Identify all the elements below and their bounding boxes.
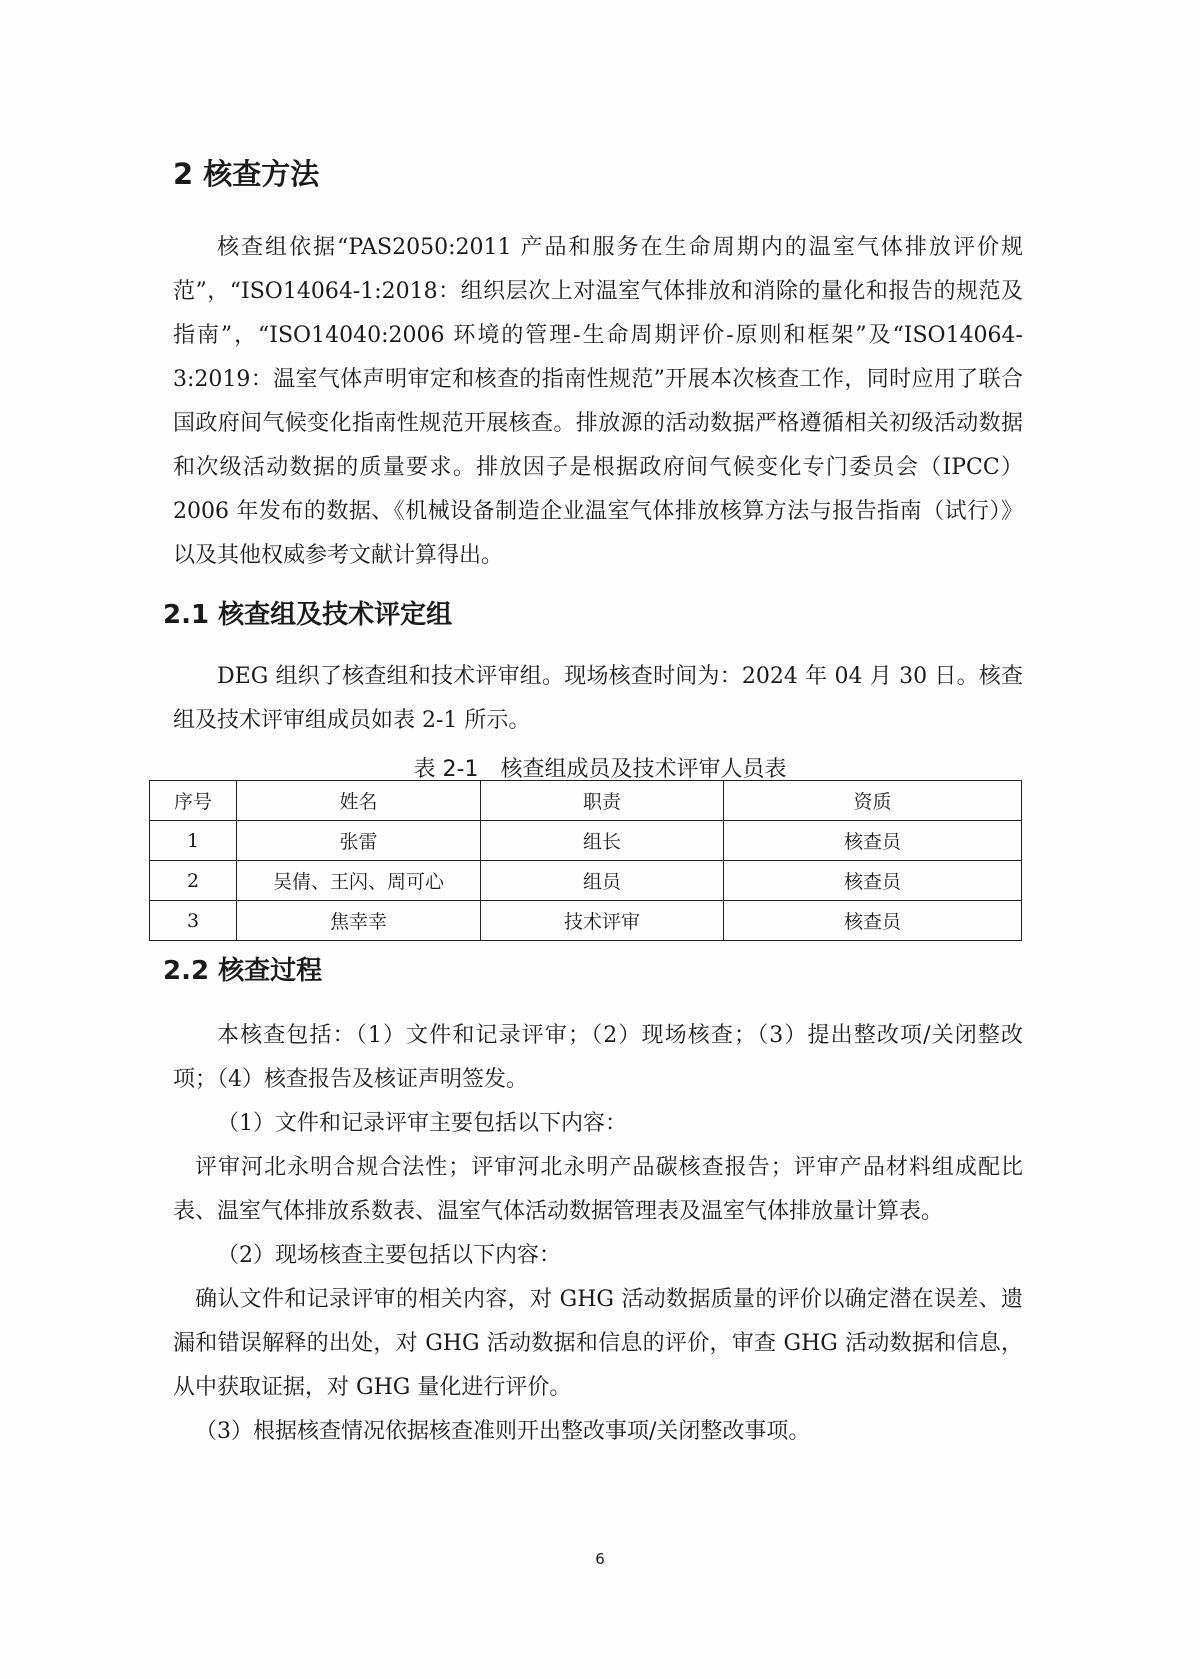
team-table — [149, 780, 1022, 941]
table-cell: 吴倩、王闪、周可心 — [237, 861, 481, 901]
process-paragraph: （2）现场核查主要包括以下内容： — [217, 1243, 561, 1268]
header-cell: 姓名 — [237, 781, 481, 821]
section-2-2-heading: 2.2 核查过程 — [163, 956, 323, 986]
page-number: 6 — [595, 1550, 605, 1568]
team-paragraph: DEG 组织了核查组和技术评审组。现场核查时间为：2024 年 04 月 30 日。核查组及技术评审组成员如表 2-1 所示。 — [173, 664, 1023, 733]
section-2-2-body — [173, 1014, 1023, 1454]
process-paragraph: （1）文件和记录评审主要包括以下内容： — [217, 1111, 627, 1136]
header-cell: 职责 — [481, 781, 724, 821]
header-cell: 资质 — [724, 781, 1022, 821]
table-cell: 核查员 — [724, 821, 1022, 861]
table-cell: 2 — [150, 861, 237, 901]
table-cell: 3 — [150, 901, 237, 941]
methodology-paragraph: 核查组依据“PAS2050:2011 产品和服务在生命周期内的温室气体排放评价规范”，“ISO14064-1:2018：组织层次上对温室气体排放和消除的量化和报告的规范及指南”，“ISO14040:2006 环境的管理-生命周期评价-原则和框架”及“ISO14064-3:2019：温室气体声明审定和核查的指南性规范”开展本次核查工作，同时应用了联合国政府间气候变化指南性规范开展核查。排放源的活动数据严格遵循相关初级活动数据和次级活动数据的质量要求。排放因子是根据政府间气候变化专门委员会（IPCC）2006 年发布的数据、《机械设备制造企业温室气体排放核算方法与报告指南（试行）》以及其他权威参考文献计算得出。 — [173, 235, 1023, 568]
table-cell: 组长 — [481, 821, 724, 861]
table-row — [150, 821, 1022, 861]
section-2-body — [173, 226, 1023, 578]
table-cell: 组员 — [481, 861, 724, 901]
table-row — [150, 901, 1022, 941]
table-cell: 1 — [150, 821, 237, 861]
table-cell: 核查员 — [724, 901, 1022, 941]
process-paragraph: 评审河北永明合规合法性；评审河北永明产品碳核查报告；评审产品材料组成配比表、温室气体排放系数表、温室气体活动数据管理表及温室气体排放量计算表。 — [173, 1155, 1023, 1224]
section-2-1-heading: 2.1 核查组及技术评定组 — [163, 600, 453, 630]
table-cell: 技术评审 — [481, 901, 724, 941]
table-caption: 表 2-1 核查组成员及技术评审人员表 — [413, 757, 787, 782]
table-row — [150, 861, 1022, 901]
section-2-1-body — [173, 655, 1023, 743]
table-header-row — [150, 781, 1022, 821]
section-2-heading: 2 核查方法 — [173, 157, 320, 191]
process-paragraph: 确认文件和记录评审的相关内容，对 GHG 活动数据质量的评价以确定潜在误差、遗漏和错误解释的出处，对 GHG 活动数据和信息的评价，审查 GHG 活动数据和信息，从中获取证据，对 GHG 量化进行评价。 — [173, 1287, 1023, 1400]
process-paragraph: （3）根据核查情况依据核查准则开出整改事项/关闭整改事项。 — [195, 1419, 811, 1444]
table-cell: 焦幸幸 — [237, 901, 481, 941]
header-cell: 序号 — [150, 781, 237, 821]
table-cell: 张雷 — [237, 821, 481, 861]
process-paragraph: 本核查包括：（1）文件和记录评审；（2）现场核查；（3）提出整改项/关闭整改项；（4）核查报告及核证声明签发。 — [173, 1023, 1023, 1092]
table-cell: 核查员 — [724, 861, 1022, 901]
